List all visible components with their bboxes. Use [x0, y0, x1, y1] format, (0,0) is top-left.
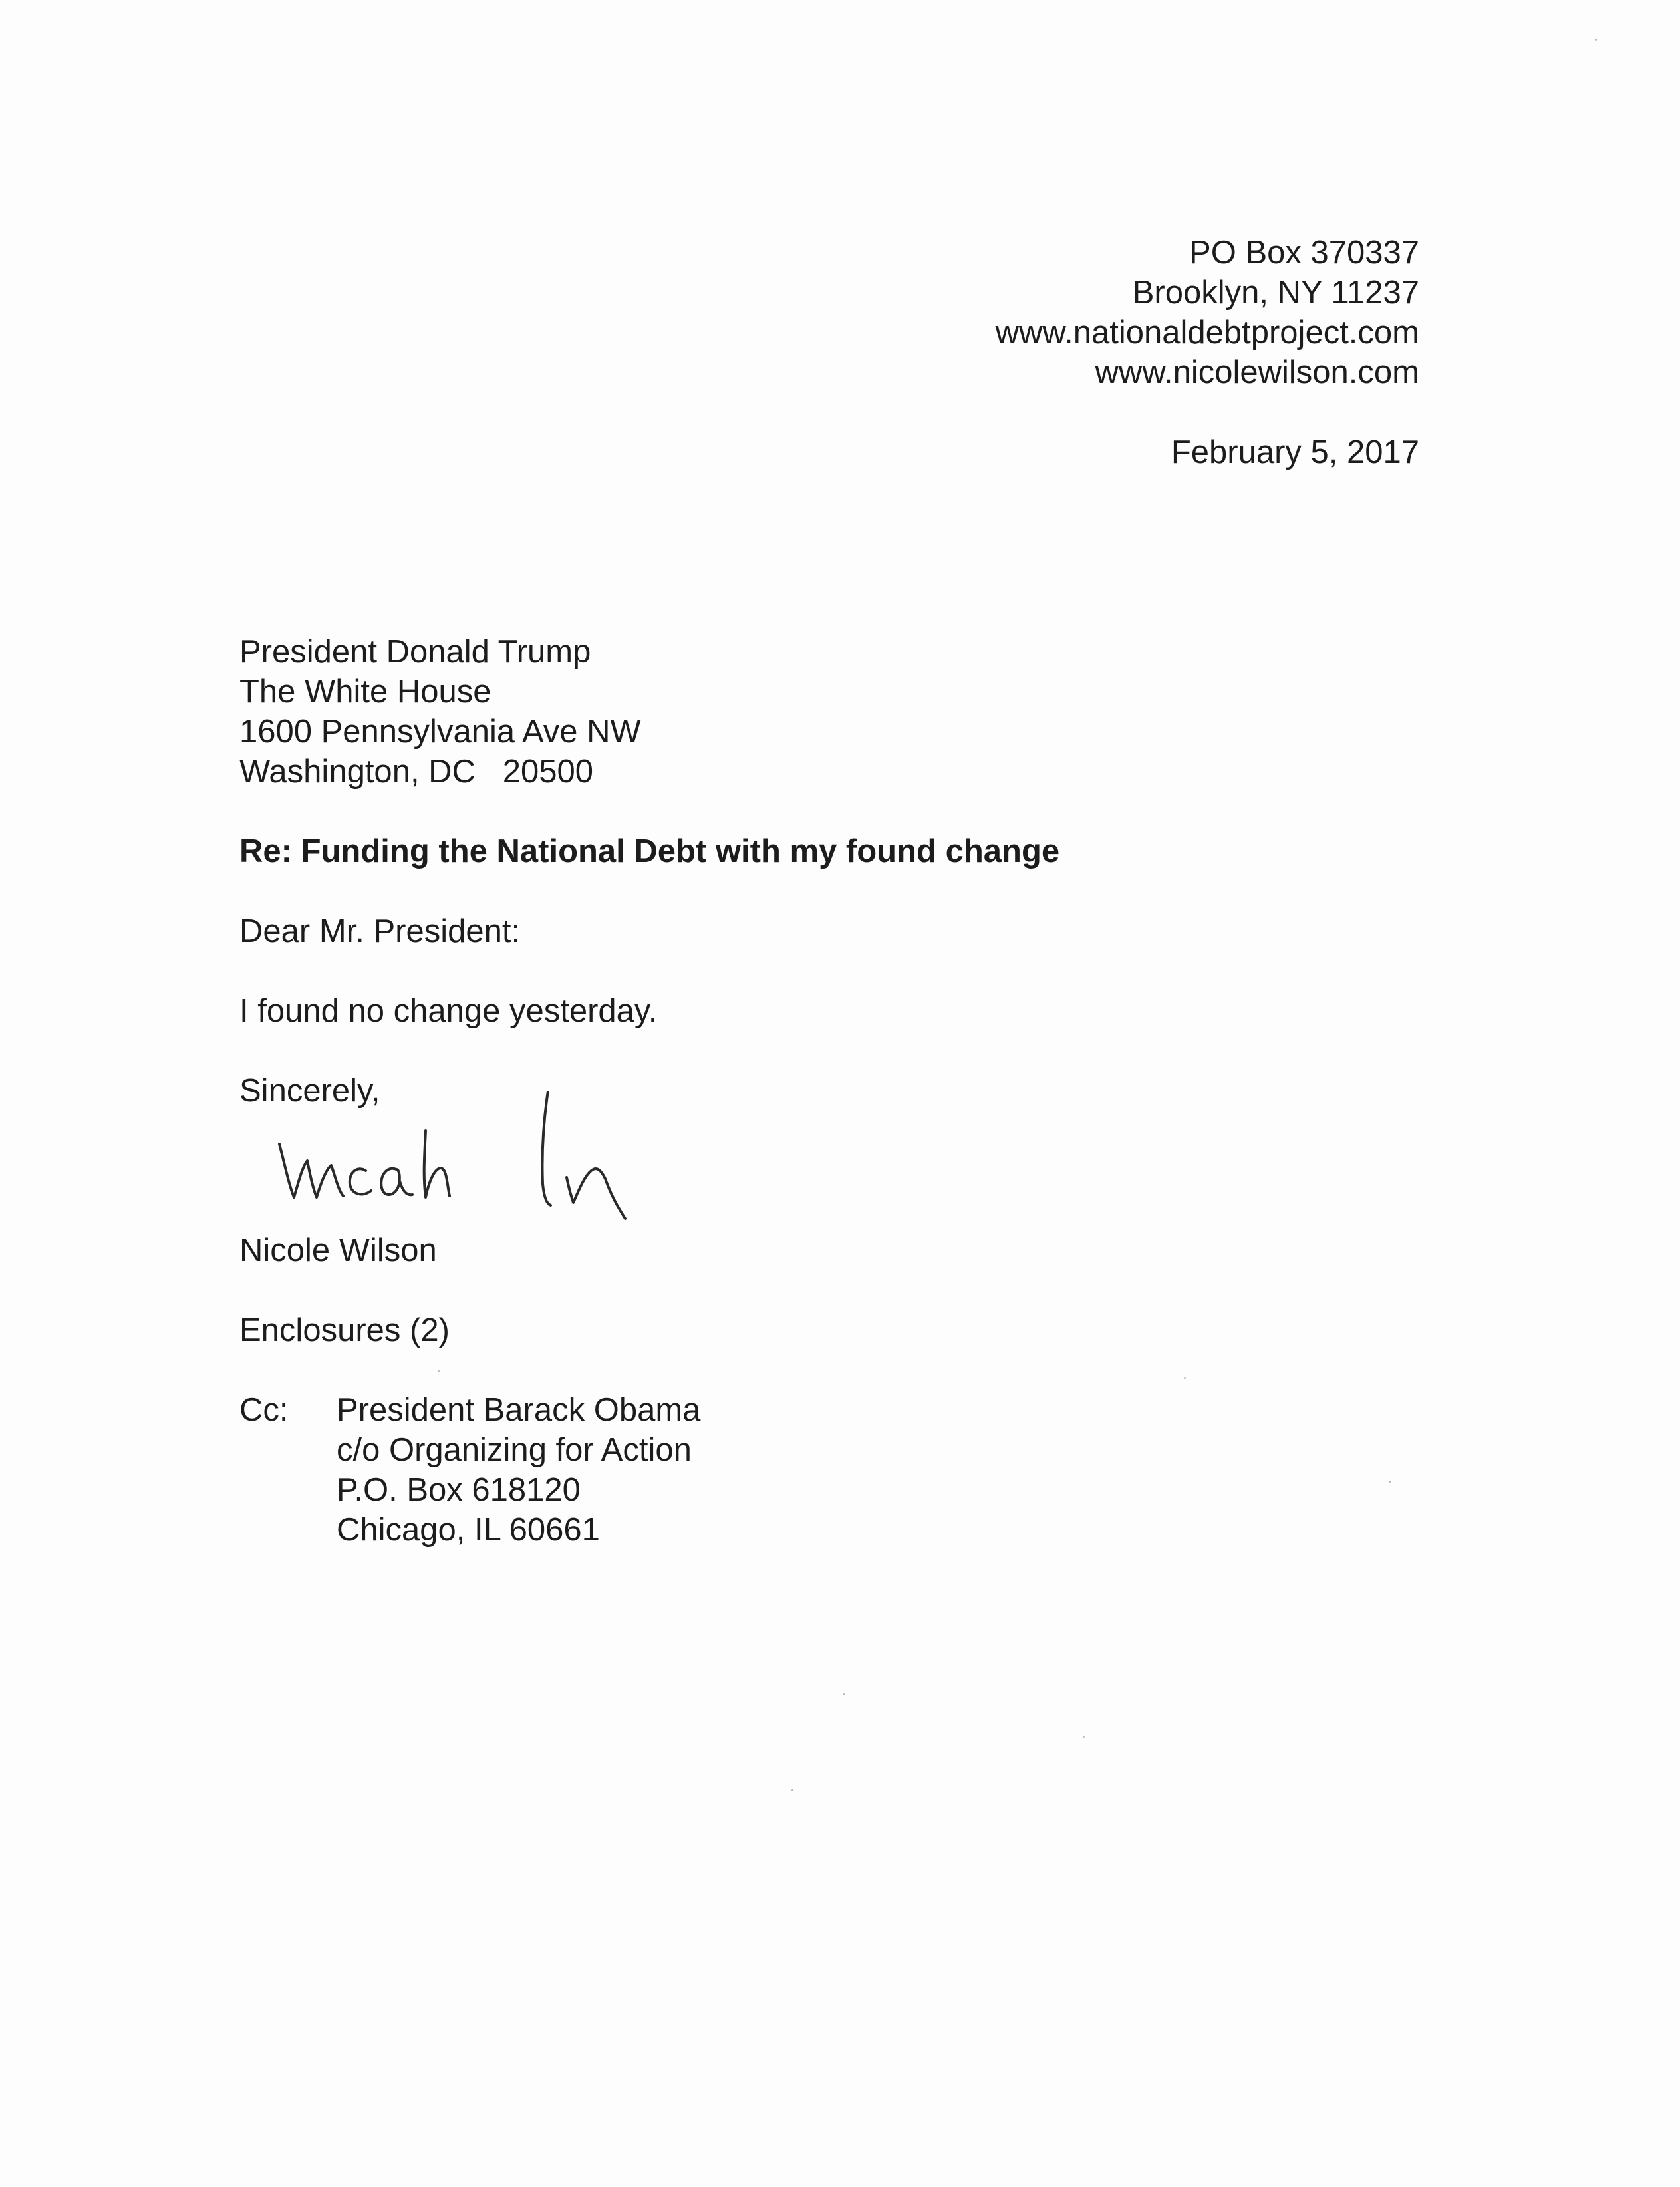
- sender-city-state-zip: Brooklyn, NY 11237: [1132, 275, 1419, 311]
- scan-speck: [843, 1693, 845, 1695]
- cc-line: P.O. Box 618120: [337, 1472, 581, 1508]
- subject-line: Re: Funding the National Debt with my found change: [239, 833, 1060, 869]
- cc-line: Chicago, IL 60661: [337, 1512, 600, 1548]
- letter-date: February 5, 2017: [1171, 434, 1419, 470]
- recipient-organization: The White House: [239, 674, 491, 710]
- sender-website-national-debt-project: www.nationaldebtproject.com: [995, 315, 1419, 351]
- scan-speck: [1595, 39, 1597, 41]
- letter-body: I found no change yesterday.: [239, 993, 658, 1029]
- recipient-city-state-zip: Washington, DC 20500: [239, 754, 594, 790]
- salutation: Dear Mr. President:: [239, 913, 521, 949]
- scan-speck: [438, 1370, 440, 1372]
- recipient-name: President Donald Trump: [239, 634, 591, 670]
- scan-speck: [1184, 1377, 1186, 1379]
- cc-line: c/o Organizing for Action: [337, 1432, 692, 1468]
- sender-website-nicole-wilson: www.nicolewilson.com: [1095, 355, 1419, 390]
- handwritten-signature-icon: [266, 1091, 692, 1237]
- enclosures-note: Enclosures (2): [239, 1312, 450, 1348]
- recipient-street: 1600 Pennsylvania Ave NW: [239, 714, 641, 750]
- sender-po-box: PO Box 370337: [1189, 235, 1419, 271]
- cc-address-block: [337, 1390, 700, 1550]
- closing: Sincerely,: [239, 1073, 380, 1109]
- recipient-address-block: [239, 632, 641, 792]
- sender-address-block: [996, 233, 1419, 392]
- cc-line: President Barack Obama: [337, 1392, 701, 1428]
- signer-name: Nicole Wilson: [239, 1233, 437, 1268]
- cc-label: Cc:: [239, 1392, 289, 1428]
- scan-speck: [1389, 1481, 1391, 1483]
- scan-speck: [791, 1789, 793, 1791]
- scan-speck: [1083, 1736, 1085, 1738]
